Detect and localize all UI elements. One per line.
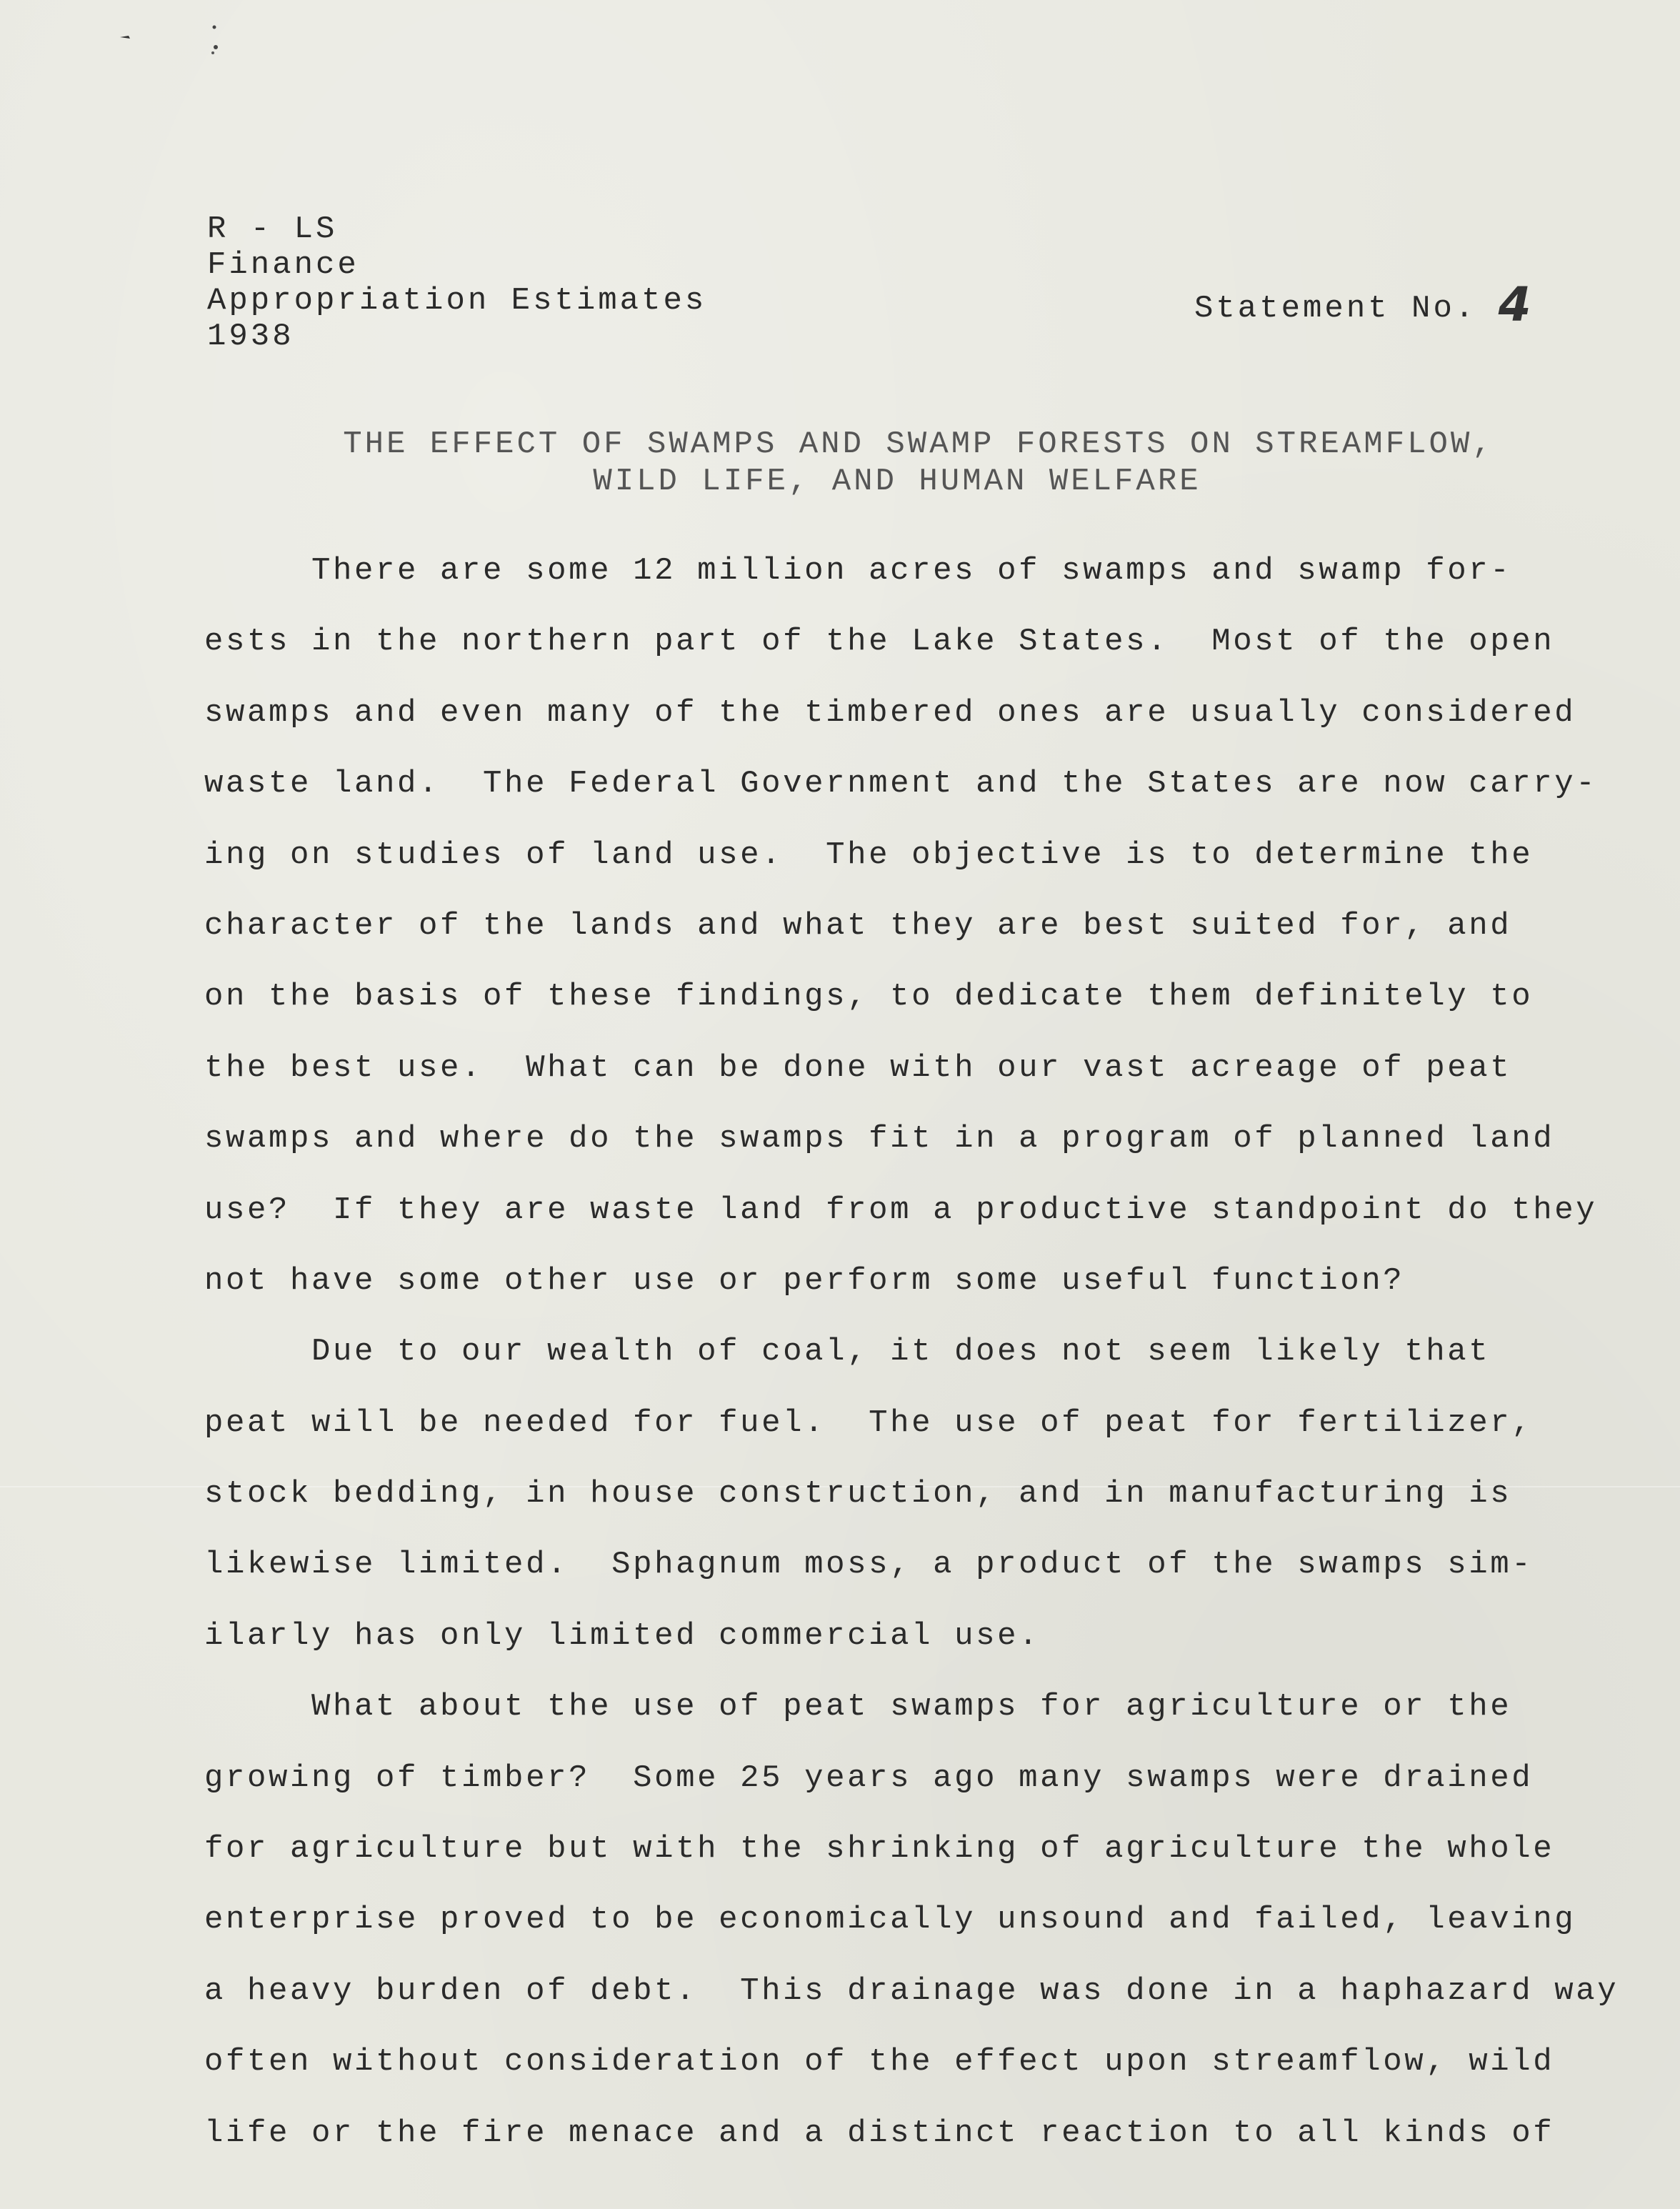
body-line: often without consideration of the effect upon streamflow, wild <box>204 2044 1555 2080</box>
body-line: waste land. The Federal Government and the States are now carry- <box>204 766 1598 802</box>
statement-text: Statement No. <box>1194 291 1477 326</box>
body-line: use? If they are waste land from a productive standpoint do they <box>204 1192 1598 1228</box>
body-line: There are some 12 million acres of swamps and swamp for- <box>204 553 1512 589</box>
body-line: swamps and even many of the timbered ones are usually considered <box>204 694 1576 731</box>
document-title <box>0 426 1680 500</box>
body-line: likewise limited. Sphagnum moss, a product of the swamps sim- <box>204 1547 1534 1583</box>
header-line: 1938 <box>207 319 294 354</box>
body-line: character of the lands and what they are best suited for, and <box>204 907 1512 944</box>
header-line: R - LS <box>207 211 338 247</box>
document-header <box>207 211 706 354</box>
body-line: enterprise proved to be economically unsound and failed, leaving <box>204 1902 1576 1938</box>
body-line: a heavy burden of debt. This drainage was done in a haphazard way <box>204 1973 1619 2009</box>
body-line: life or the fire menace and a distinct reaction to all kinds of <box>204 2115 1555 2151</box>
body-text <box>204 536 1661 2169</box>
body-line: ing on studies of land use. The objective is to determine the <box>204 837 1534 873</box>
body-line: ests in the northern part of the Lake States. Most of the open <box>204 624 1555 660</box>
body-line: not have some other use or perform some useful function? <box>204 1262 1405 1299</box>
paper-specks <box>114 21 243 64</box>
body-line: swamps and where do the swamps fit in a program of planned land <box>204 1121 1555 1157</box>
body-line: for agriculture but with the shrinking of agriculture the whole <box>204 1831 1555 1868</box>
body-line: What about the use of peat swamps for agriculture or the <box>204 1689 1512 1725</box>
body-line: on the basis of these findings, to dedicate them definitely to <box>204 979 1534 1015</box>
body-line: the best use. What can be done with our vast acreage of peat <box>204 1049 1512 1086</box>
header-line: Finance <box>207 247 359 283</box>
body-line: ilarly has only limited commercial use. <box>204 1617 1041 1654</box>
body-line: growing of timber? Some 25 years ago many swamps were drained <box>204 1760 1534 1796</box>
body-line: peat will be needed for fuel. The use of peat for fertilizer, <box>204 1405 1534 1441</box>
body-line: Due to our wealth of coal, it does not seem likely that <box>204 1334 1491 1370</box>
title-line-1: THE EFFECT OF SWAMPS AND SWAMP FORESTS ON STREAMFLOW, <box>343 427 1494 462</box>
header-line: Appropriation Estimates <box>207 283 707 319</box>
statement-number: 4 <box>1498 277 1531 332</box>
statement-label <box>1194 277 1531 332</box>
body-line: stock bedding, in house construction, and in manufacturing is <box>204 1476 1512 1512</box>
title-line-2: WILD LIFE, AND HUMAN WELFARE <box>593 464 1201 499</box>
